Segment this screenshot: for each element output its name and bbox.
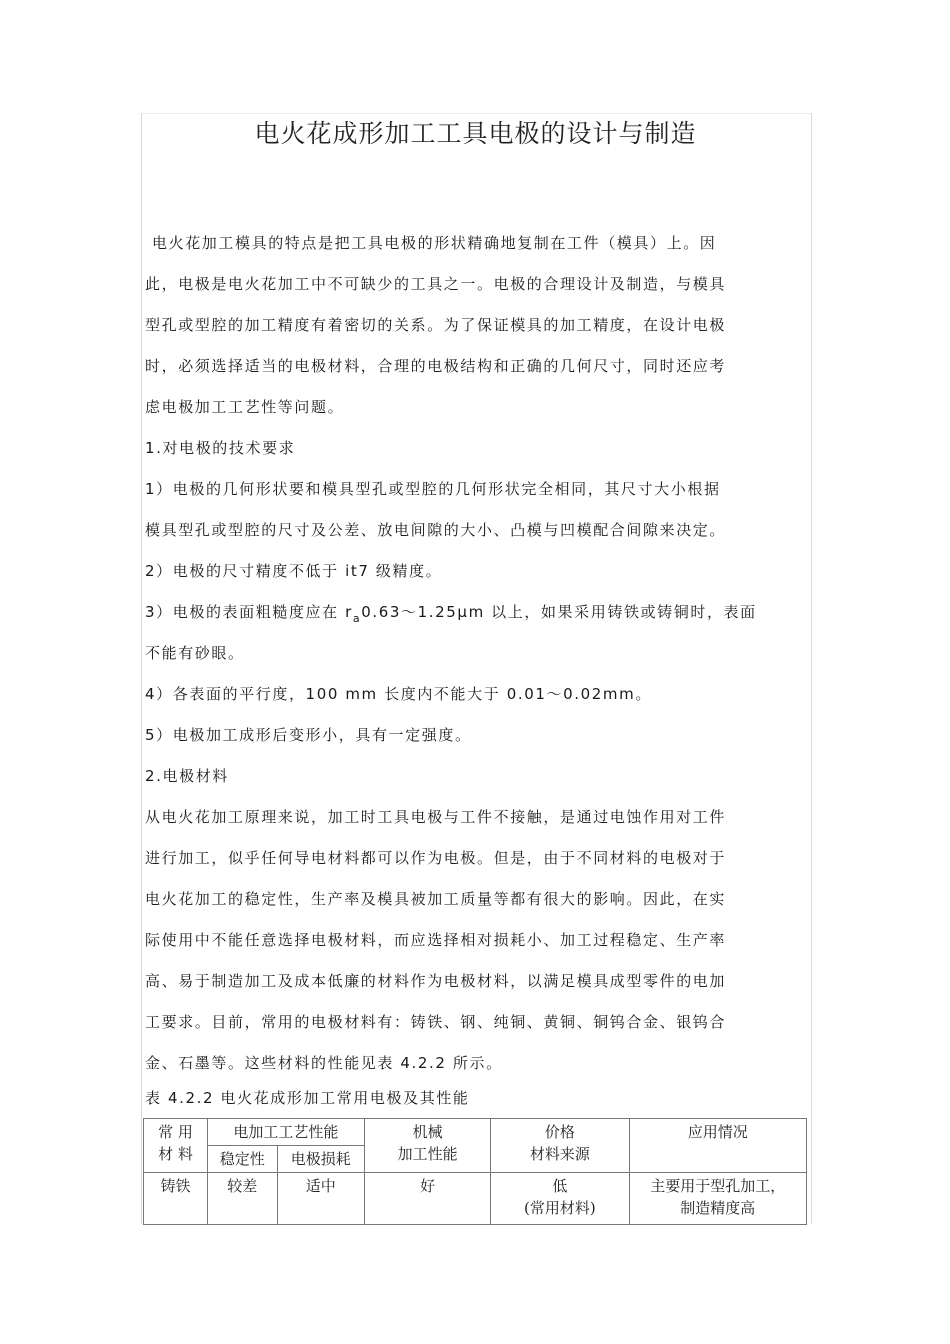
text-segment: 3）电极的表面粗糙度应在 r xyxy=(145,603,353,621)
text-line: 1）电极的几何形状要和模具型孔或型腔的几何形状完全相同，其尺寸大小根据 xyxy=(145,480,721,498)
text-line: 工要求。目前，常用的电极材料有：铸铁、钢、纯铜、黄铜、铜钨合金、银钨合 xyxy=(145,1013,727,1031)
text-line: 4）各表面的平行度，100 mm 长度内不能大于 0.01～0.02mm。 xyxy=(145,685,652,703)
cell-wear: 适中 xyxy=(277,1173,364,1225)
text-line: 5）电极加工成形后变形小，具有一定强度。 xyxy=(145,726,472,744)
header-material: 常 用 材 料 xyxy=(144,1119,208,1173)
text-line: 此，电极是电火花加工中不可缺少的工具之一。电极的合理设计及制造，与模具 xyxy=(145,275,727,293)
table-caption: 表 4.2.2 电火花成形加工常用电极及其性能 xyxy=(145,1089,470,1107)
text-line: 电火花加工模具的特点是把工具电极的形状精确地复制在工件（模具）上。因 xyxy=(152,234,717,252)
text-line xyxy=(145,592,807,633)
cell-application: 主要用于型孔加工， 制造精度高 xyxy=(629,1173,807,1225)
text-line: 进行加工，似乎任何导电材料都可以作为电极。但是，由于不同材料的电极对于 xyxy=(145,849,727,867)
cell-price: 低 (常用材料) xyxy=(491,1173,629,1225)
table-header-row xyxy=(144,1119,807,1146)
document-title: 电火花成形加工工具电极的设计与制造 xyxy=(254,119,697,148)
electrode-properties-table xyxy=(143,1118,807,1225)
header-electrode-wear: 电极损耗 xyxy=(277,1146,364,1173)
cell-stability: 较差 xyxy=(207,1173,277,1225)
header-electrical-properties: 电加工工艺性能 xyxy=(207,1119,364,1146)
text-line: 虑电极加工工艺性等问题。 xyxy=(145,398,345,416)
subscript: a xyxy=(352,612,362,625)
cell-machinability: 好 xyxy=(364,1173,490,1225)
text-segment: 0.63～1.25μm 以上，如果采用铸铁或铸铜时，表面 xyxy=(361,603,757,621)
text-line: 从电火花加工原理来说，加工时工具电极与工件不接触，是通过电蚀作用对工件 xyxy=(145,808,727,826)
header-stability: 稳定性 xyxy=(207,1146,277,1173)
text-line: 高、易于制造加工及成本低廉的材料作为电极材料，以满足模具成型零件的电加 xyxy=(145,972,727,990)
header-price: 价格 材料来源 xyxy=(491,1119,629,1173)
text-line: 时，必须选择适当的电极材料，合理的电极结构和正确的几何尺寸，同时还应考 xyxy=(145,357,727,375)
text-line: 模具型孔或型腔的尺寸及公差、放电间隙的大小、凸模与凹模配合间隙来决定。 xyxy=(145,521,727,539)
text-line: 不能有砂眼。 xyxy=(145,644,245,662)
text-line: 际使用中不能任意选择电极材料，而应选择相对损耗小、加工过程稳定、生产率 xyxy=(145,931,727,949)
text-line: 1.对电极的技术要求 xyxy=(145,439,296,457)
text-line: 2.电极材料 xyxy=(145,767,229,785)
table-row xyxy=(144,1173,807,1225)
body-text xyxy=(145,223,807,1084)
text-line: 电火花加工的稳定性，生产率及模具被加工质量等都有很大的影响。因此，在实 xyxy=(145,890,727,908)
header-machinability: 机械 加工性能 xyxy=(364,1119,490,1173)
text-line: 2）电极的尺寸精度不低于 it7 级精度。 xyxy=(145,562,443,580)
text-line: 型孔或型腔的加工精度有着密切的关系。为了保证模具的加工精度，在设计电极 xyxy=(145,316,727,334)
text-line: 金、石墨等。这些材料的性能见表 4.2.2 所示。 xyxy=(145,1054,503,1072)
cell-material: 铸铁 xyxy=(144,1173,208,1225)
header-application: 应用情况 xyxy=(629,1119,807,1173)
